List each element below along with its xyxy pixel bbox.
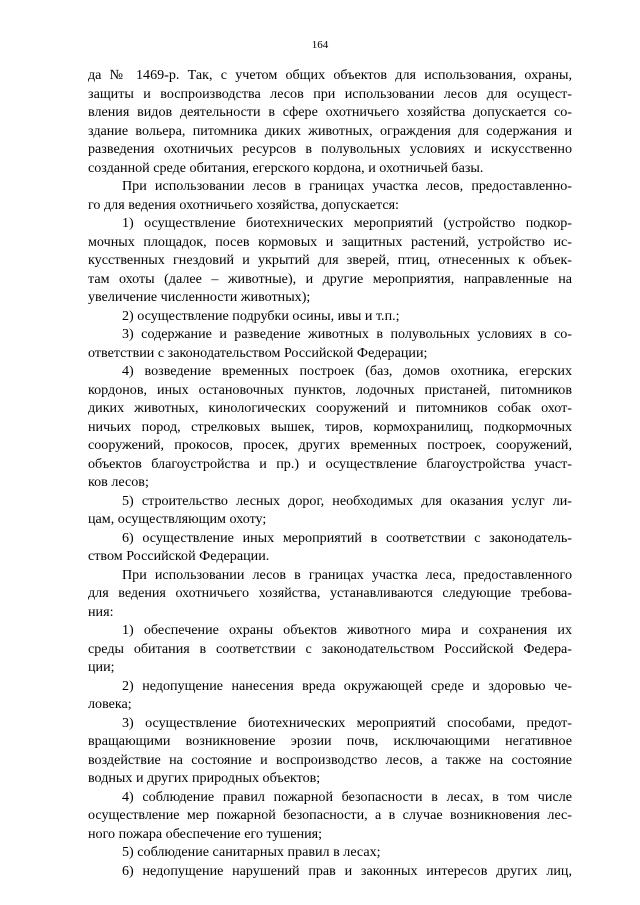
- text-line: ния:: [88, 603, 114, 620]
- page-number: 164: [311, 39, 329, 51]
- text-line: ков лесов;: [88, 474, 149, 490]
- text-line: 6) недопущение нарушений прав и законных интересов других лиц,: [122, 862, 572, 879]
- text-line: 4) соблюдение правил пожарной безопасности в лесах, в том числе: [122, 788, 572, 805]
- text-line: мочных площадок, посев кормовых и защитных растений, устройство ис-: [88, 233, 572, 250]
- text-line: 5) строительство лесных дорог, необходимых для оказания услуг ли-: [122, 492, 572, 509]
- text-line: среды обитания в соответствии с законодательством Российской Федера-: [88, 640, 572, 657]
- text-line: да № 1469-р. Так, с учетом общих объектов для использования, охраны,: [88, 67, 572, 83]
- text-line: 4) возведение временных построек (баз, домов охотника, егерских: [122, 363, 572, 379]
- text-line: здание вольера, питомника диких животных, ограждения для содержания и: [88, 122, 572, 139]
- text-line: вления видов деятельности в сфере охотничьего хозяйства допускается со-: [88, 104, 572, 120]
- text-line: разведения охотничьих ресурсов в полувольных условиях и искусственно: [88, 141, 572, 157]
- text-line: При использовании лесов в границах участка леса, предоставленного: [122, 566, 572, 583]
- text-line: объектов благоустройства и пр.) и осуществление благоустройства участ-: [88, 455, 572, 472]
- text-line: увеличение численности животных);: [88, 289, 311, 305]
- text-line: ловека;: [88, 696, 132, 712]
- text-line: 1) обеспечение охраны объектов животного мира и сохранения их: [122, 622, 572, 638]
- text-line: ответствии с законодательством Российской Федерации;: [88, 344, 428, 361]
- text-line: При использовании лесов в границах участка лесов, предоставленно-: [122, 178, 572, 194]
- text-line: цам, осуществляющим охоту;: [88, 511, 267, 527]
- text-line: осуществление мер пожарной безопасности, а в случае возникновения лес-: [88, 807, 572, 823]
- text-line: созданной среде обитания, егерского кордона, и охотничьей базы.: [88, 159, 484, 176]
- text-line: кордонов, иных остановочных пунктов, лодочных пристаней, питомников: [88, 381, 572, 398]
- text-line: 2) осуществление подрубки осины, ивы и т.п.;: [122, 307, 400, 324]
- text-line: 1) осуществление биотехнических мероприятий (устройство подкор-: [122, 215, 572, 231]
- text-line: ством Российской Федерации.: [88, 548, 270, 564]
- text-line: вращающими возникновение эрозии почв, исключающими негативное: [88, 733, 572, 749]
- text-line: ничьих пород, стрелковых вышек, тиров, кормохранилищ, подкормочных: [88, 418, 572, 435]
- text-line: 2) недопущение нанесения вреда окружающей среде и здоровью че-: [122, 677, 572, 694]
- text-line: 3) содержание и разведение животных в полувольных условиях в со-: [122, 326, 572, 342]
- text-line: для ведения охотничьего хозяйства, устанавливаются следующие требова-: [88, 585, 572, 601]
- text-line: кусственных гнездовий и укрытий для зверей, птиц, отнесенных к объек-: [88, 252, 572, 268]
- text-line: там охоты (далее – животные), и другие мероприятия, направленные на: [88, 270, 572, 287]
- text-line: го для ведения охотничьего хозяйства, допускается:: [88, 196, 399, 213]
- body-text: [88, 66, 572, 880]
- text-line: водных и других природных объектов;: [88, 770, 321, 786]
- text-line: сооружений, прокосов, просек, других временных построек, сооружений,: [88, 437, 572, 453]
- text-line: ции;: [88, 659, 115, 675]
- text-line: 3) осуществление биотехнических мероприятий способами, предот-: [122, 714, 572, 731]
- text-line: 6) осуществление иных мероприятий в соответствии с законодатель-: [122, 529, 572, 546]
- text-line: диких животных, кинологических сооружений и питомников собак охот-: [88, 400, 572, 416]
- text-line: 5) соблюдение санитарных правил в лесах;: [122, 844, 381, 860]
- text-line: воздействие на состояние и воспроизводство лесов, а также на состояние: [88, 751, 572, 768]
- text-line: ного пожара обеспечение его тушения;: [88, 825, 323, 842]
- text-line: защиты и воспроизводства лесов при использовании лесов для осущест-: [88, 85, 572, 102]
